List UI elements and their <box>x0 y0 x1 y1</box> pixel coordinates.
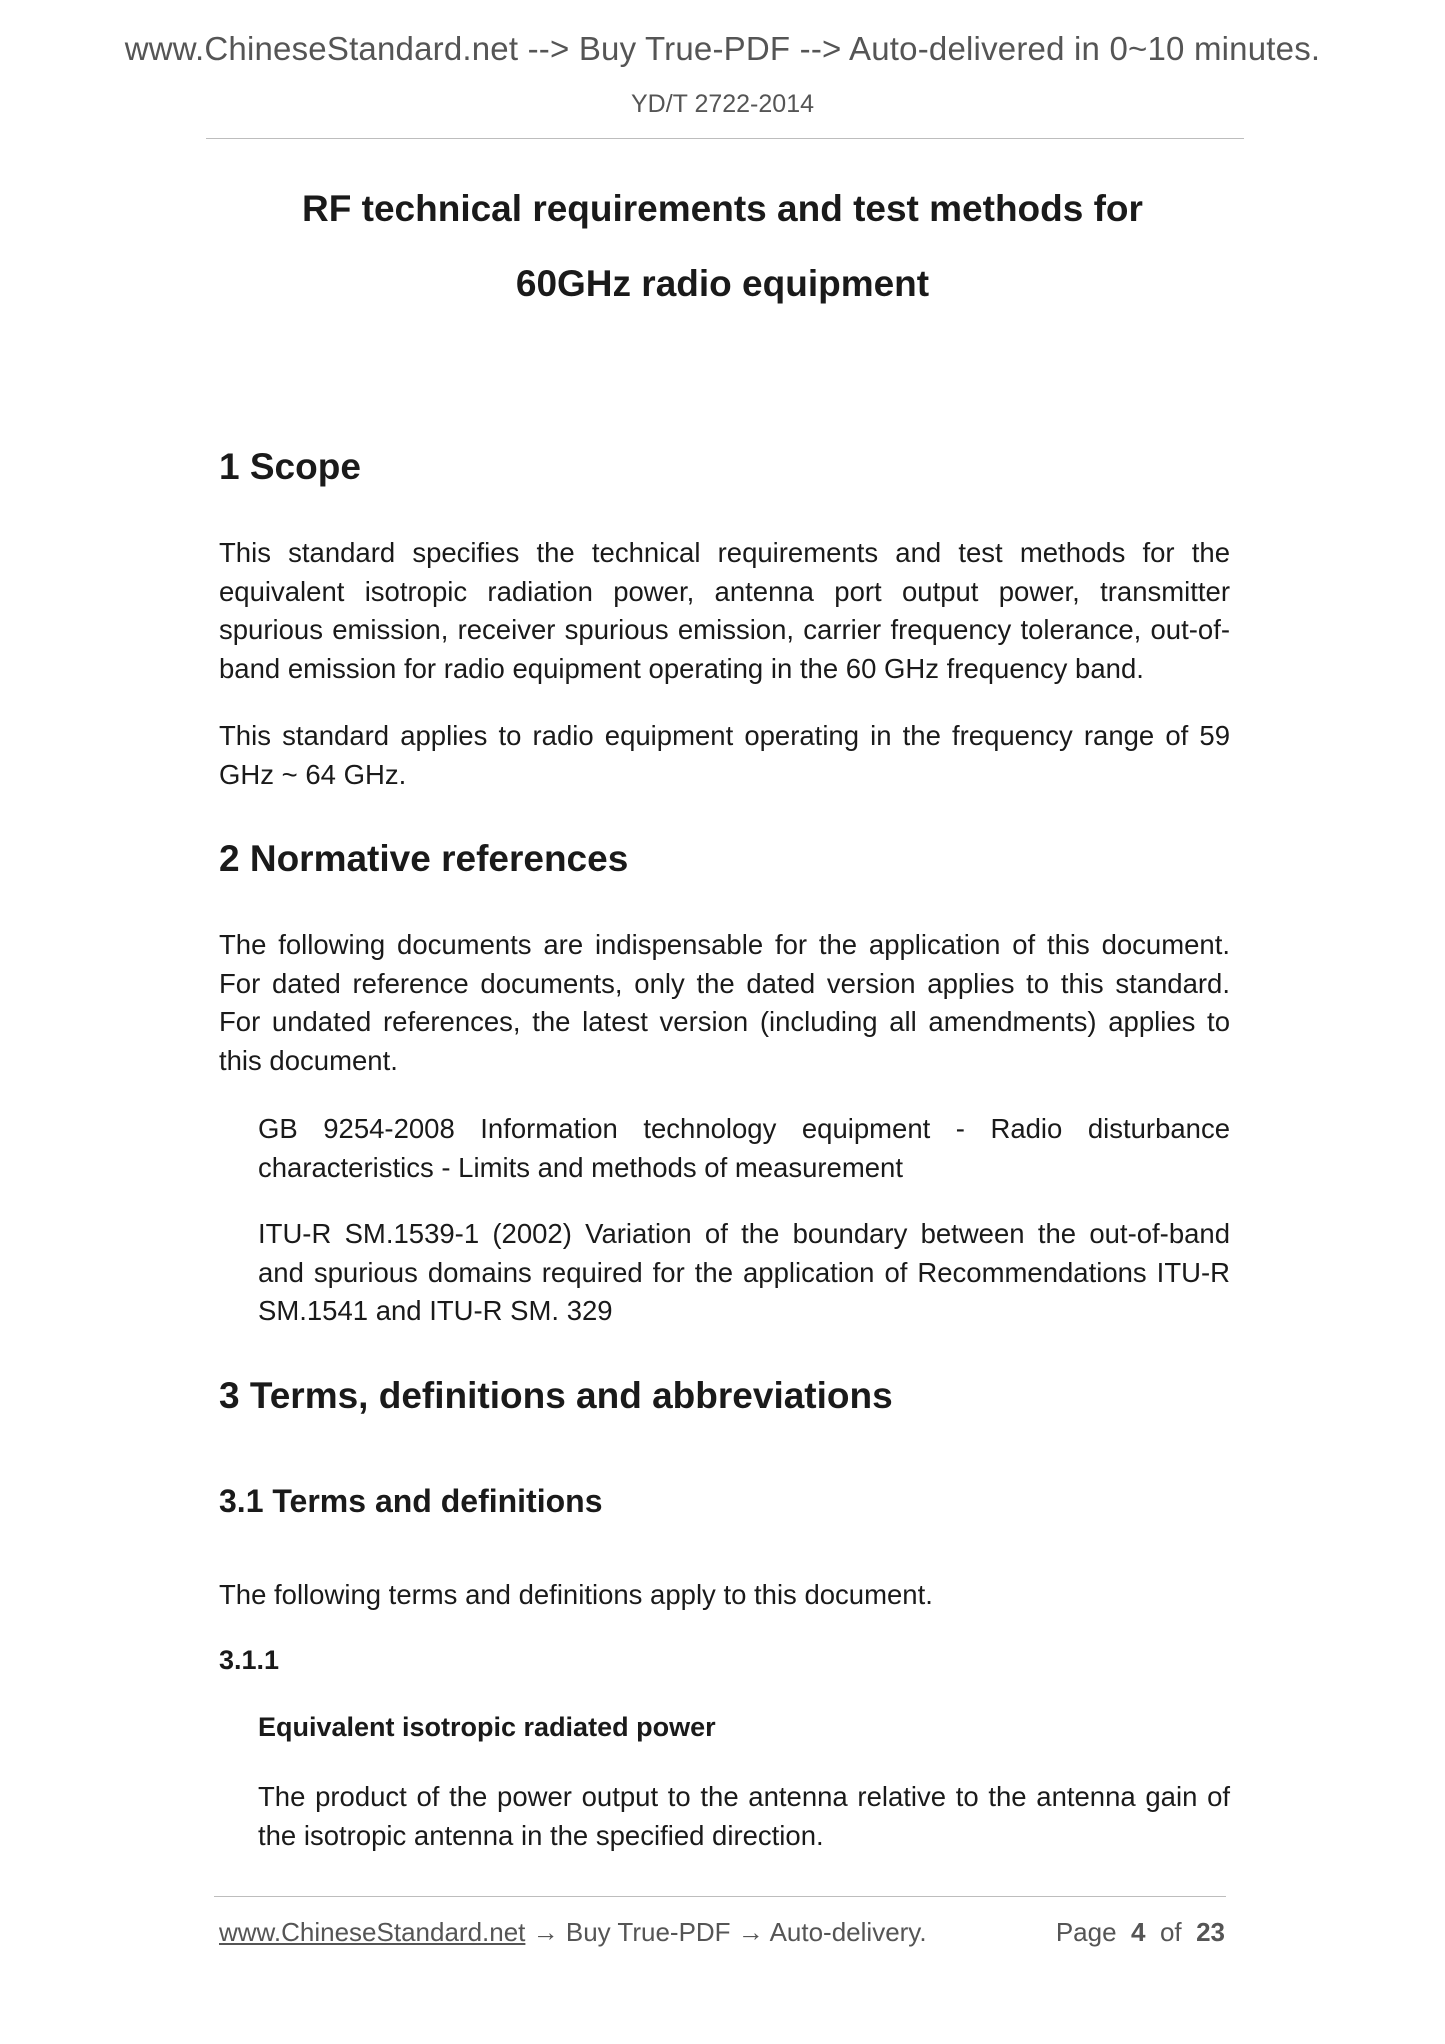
reference-item-gb9254: GB 9254-2008 Information technology equipment - Radio disturbance characteristics - Limits and methods of measurement <box>258 1113 1230 1183</box>
top-banner: www.ChineseStandard.net --> Buy True-PDF --> Auto-delivered in 0~10 minutes. <box>124 30 1321 67</box>
term-definition: The product of the power output to the antenna relative to the antenna gain of the isotropic antenna in the specified direction. <box>258 1781 1230 1851</box>
document-title-line-1: RF technical requirements and test methods for <box>302 188 1143 229</box>
footer-divider <box>214 1896 1226 1897</box>
clause-number: 3.1.1 <box>219 1645 280 1675</box>
page-indicator <box>1056 1917 1225 1948</box>
footer-website-link[interactable]: www.ChineseStandard.net <box>219 1917 526 1947</box>
section-heading-scope: 1 Scope <box>219 446 361 487</box>
subsection-heading-terms-definitions: 3.1 Terms and definitions <box>219 1483 603 1519</box>
terms-intro-paragraph: The following terms and definitions apply to this document. <box>219 1579 933 1610</box>
document-title-line-2: 60GHz radio equipment <box>515 263 930 304</box>
term-name: Equivalent isotropic radiated power <box>258 1712 716 1742</box>
section-heading-terms: 3 Terms, definitions and abbreviations <box>219 1375 893 1416</box>
footer-delivery-text: → Buy True-PDF → Auto-delivery. <box>525 1917 927 1947</box>
page-of-word: of <box>1159 1917 1182 1947</box>
page-total-number: 23 <box>1196 1917 1225 1947</box>
reference-item-itu-r-sm1539: ITU-R SM.1539-1 (2002) Variation of the boundary between the out-of-band and spurious domains required for the application of Recommendations ITU-R SM.1541 and ITU-R SM. 329 <box>258 1218 1230 1326</box>
scope-paragraph-1: This standard specifies the technical requirements and test methods for the equivalent isotropic radiation power, antenna port output power, transmitter spurious emission, receiver spurious emission, carrier frequency tolerance, out-of-band emission for radio equipment operating in the 60 GHz frequency band. <box>219 537 1230 684</box>
scope-paragraph-2: This standard applies to radio equipment operating in the frequency range of 59 GHz ~ 64 GHz. <box>219 720 1230 790</box>
section-heading-normative-references: 2 Normative references <box>219 838 629 879</box>
standard-code: YD/T 2722-2014 <box>631 90 814 118</box>
header-divider <box>206 138 1244 139</box>
page-footer <box>219 1917 1225 1948</box>
page-word: Page <box>1055 1917 1117 1947</box>
page-current-number: 4 <box>1131 1917 1146 1947</box>
normative-paragraph: The following documents are indispensable for the application of this document. For dated reference documents, only the dated version applies to this standard. For undated references, the latest version (including all amendments) applies to this document. <box>219 929 1230 1076</box>
